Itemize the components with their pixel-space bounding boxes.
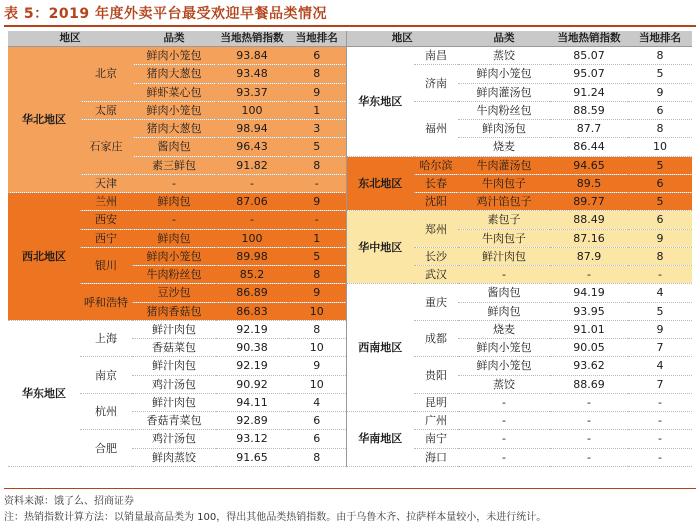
rank-cell: 4 <box>288 393 346 411</box>
header-index-right: 当地热销指数 <box>550 31 628 47</box>
rank-cell: 6 <box>288 430 346 448</box>
rank-cell-right: - <box>628 412 692 430</box>
header-category: 品类 <box>132 31 216 47</box>
method-note: 注：热销指数计算方法：以销量最高品类为 100，得出其他品类热销指数。由于乌鲁木齐、拉萨样本量较小，未进行统计。 <box>4 512 547 523</box>
city-cell: 杭州 <box>80 393 132 430</box>
city-cell-right: 广州 <box>414 412 458 430</box>
city-cell: 呼和浩特 <box>80 284 132 321</box>
index-cell: - <box>216 174 288 192</box>
category-cell: 鲜肉小笼包 <box>132 47 216 65</box>
rank-cell-right: - <box>628 393 692 411</box>
index-cell-right: 88.69 <box>550 375 628 393</box>
index-cell-right: 87.9 <box>550 247 628 265</box>
category-cell: 鸡汁汤包 <box>132 375 216 393</box>
rank-cell-right: 4 <box>628 284 692 302</box>
city-cell: 银川 <box>80 247 132 284</box>
index-cell: 91.65 <box>216 448 288 466</box>
rank-cell-right: 9 <box>628 320 692 338</box>
footer-rule <box>4 488 696 489</box>
rank-cell-right: 8 <box>628 247 692 265</box>
table-row <box>8 47 692 65</box>
rank-cell: 9 <box>288 83 346 101</box>
city-cell-right: 武汉 <box>414 266 458 284</box>
index-cell-right: 94.65 <box>550 156 628 174</box>
region-cell: 西北地区 <box>8 193 80 321</box>
category-cell-right: 牛肉灌汤包 <box>458 156 550 174</box>
category-cell-right: 牛肉包子 <box>458 229 550 247</box>
category-cell-right: - <box>458 430 550 448</box>
category-cell: - <box>132 174 216 192</box>
category-cell: 香菇青菜包 <box>132 412 216 430</box>
index-cell-right: 89.5 <box>550 174 628 192</box>
category-cell: - <box>132 211 216 229</box>
rank-cell: 8 <box>288 156 346 174</box>
index-cell: 85.2 <box>216 266 288 284</box>
index-cell: 91.82 <box>216 156 288 174</box>
city-cell-right: 成都 <box>414 320 458 357</box>
index-cell-right: 93.95 <box>550 302 628 320</box>
city-cell: 上海 <box>80 320 132 357</box>
index-cell: - <box>216 211 288 229</box>
index-cell-right: - <box>550 430 628 448</box>
category-cell: 鸡汁汤包 <box>132 430 216 448</box>
table-title: 表 5：2019 年度外卖平台最受欢迎早餐品类情况 <box>4 6 327 22</box>
title-rule <box>4 25 696 27</box>
category-cell: 猪肉大葱包 <box>132 120 216 138</box>
header-region: 地区 <box>8 31 132 47</box>
rank-cell-right: 5 <box>628 193 692 211</box>
category-cell-right: 鸡汁馅包子 <box>458 193 550 211</box>
rank-cell: 1 <box>288 101 346 119</box>
city-cell-right: 南昌 <box>414 47 458 65</box>
category-cell-right: 烧麦 <box>458 320 550 338</box>
city-cell: 石家庄 <box>80 120 132 175</box>
data-table <box>8 31 692 466</box>
category-cell: 鲜肉包 <box>132 193 216 211</box>
rank-cell: 10 <box>288 302 346 320</box>
rank-cell: - <box>288 174 346 192</box>
category-cell-right: - <box>458 266 550 284</box>
index-cell: 93.48 <box>216 65 288 83</box>
category-cell: 香菇菜包 <box>132 339 216 357</box>
rank-cell: - <box>288 211 346 229</box>
city-cell: 南京 <box>80 357 132 394</box>
category-cell: 鲜肉包 <box>132 229 216 247</box>
category-cell-right: 鲜肉汤包 <box>458 120 550 138</box>
header-index: 当地热销指数 <box>216 31 288 47</box>
index-cell-right: 87.7 <box>550 120 628 138</box>
category-cell: 牛肉粉丝包 <box>132 266 216 284</box>
index-cell: 100 <box>216 229 288 247</box>
city-cell: 兰州 <box>80 193 132 211</box>
category-cell: 猪肉香菇包 <box>132 302 216 320</box>
rank-cell: 10 <box>288 339 346 357</box>
city-cell: 西宁 <box>80 229 132 247</box>
rank-cell-right: 6 <box>628 174 692 192</box>
source-note: 资料来源：饿了么、招商证券 <box>4 496 134 507</box>
rank-cell-right: 8 <box>628 47 692 65</box>
city-cell-right: 海口 <box>414 448 458 466</box>
category-cell: 素三鲜包 <box>132 156 216 174</box>
rank-cell-right: 9 <box>628 83 692 101</box>
category-cell-right: 鲜汁肉包 <box>458 247 550 265</box>
category-cell-right: 蒸饺 <box>458 47 550 65</box>
city-cell: 太原 <box>80 101 132 119</box>
city-cell: 天津 <box>80 174 132 192</box>
rank-cell: 9 <box>288 284 346 302</box>
category-cell-right: - <box>458 393 550 411</box>
region-cell: 华东地区 <box>8 320 80 466</box>
region-cell-right: 华南地区 <box>346 412 414 467</box>
index-cell-right: 90.05 <box>550 339 628 357</box>
index-cell: 93.84 <box>216 47 288 65</box>
city-cell: 西安 <box>80 211 132 229</box>
category-cell-right: 鲜肉小笼包 <box>458 65 550 83</box>
index-cell-right: 89.77 <box>550 193 628 211</box>
rank-cell: 8 <box>288 448 346 466</box>
rank-cell: 1 <box>288 229 346 247</box>
category-cell-right: 鲜肉小笼包 <box>458 357 550 375</box>
header-rank: 当地排名 <box>288 31 346 47</box>
rank-cell-right: 8 <box>628 120 692 138</box>
city-cell-right: 昆明 <box>414 393 458 411</box>
city-cell-right: 贵阳 <box>414 357 458 394</box>
index-cell: 96.43 <box>216 138 288 156</box>
category-cell-right: 牛肉粉丝包 <box>458 101 550 119</box>
category-cell: 鲜虾菜心包 <box>132 83 216 101</box>
index-cell-right: 91.01 <box>550 320 628 338</box>
index-cell-right: 95.07 <box>550 65 628 83</box>
index-cell-right: - <box>550 393 628 411</box>
index-cell: 86.83 <box>216 302 288 320</box>
region-cell-right: 东北地区 <box>346 156 414 211</box>
category-cell-right: 蒸饺 <box>458 375 550 393</box>
index-cell-right: 86.44 <box>550 138 628 156</box>
rank-cell: 8 <box>288 320 346 338</box>
rank-cell-right: - <box>628 266 692 284</box>
city-cell-right: 哈尔滨 <box>414 156 458 174</box>
rank-cell: 5 <box>288 247 346 265</box>
index-cell-right: 94.19 <box>550 284 628 302</box>
index-cell: 89.98 <box>216 247 288 265</box>
rank-cell: 8 <box>288 266 346 284</box>
rank-cell-right: 5 <box>628 302 692 320</box>
category-cell-right: 素包子 <box>458 211 550 229</box>
rank-cell: 8 <box>288 65 346 83</box>
rank-cell: 5 <box>288 138 346 156</box>
index-cell: 94.11 <box>216 393 288 411</box>
index-cell-right: 93.62 <box>550 357 628 375</box>
category-cell: 鲜汁肉包 <box>132 320 216 338</box>
header-region-right: 地区 <box>346 31 458 47</box>
category-cell: 鲜肉蒸饺 <box>132 448 216 466</box>
rank-cell: 10 <box>288 375 346 393</box>
category-cell-right: 鲜肉灌汤包 <box>458 83 550 101</box>
city-cell-right: 沈阳 <box>414 193 458 211</box>
category-cell: 猪肉大葱包 <box>132 65 216 83</box>
category-cell: 酱肉包 <box>132 138 216 156</box>
city-cell-right: 长沙 <box>414 247 458 265</box>
rank-cell-right: 7 <box>628 339 692 357</box>
region-cell-right: 西南地区 <box>346 284 414 412</box>
category-cell: 鲜肉小笼包 <box>132 247 216 265</box>
table-row <box>8 284 692 302</box>
region-cell-right: 华东地区 <box>346 47 414 157</box>
category-cell: 鲜肉小笼包 <box>132 101 216 119</box>
region-cell-right: 华中地区 <box>346 211 414 284</box>
category-cell-right: 烧麦 <box>458 138 550 156</box>
rank-cell: 9 <box>288 357 346 375</box>
index-cell: 100 <box>216 101 288 119</box>
index-cell-right: 85.07 <box>550 47 628 65</box>
category-cell-right: 酱肉包 <box>458 284 550 302</box>
rank-cell: 3 <box>288 120 346 138</box>
rank-cell-right: - <box>628 448 692 466</box>
index-cell-right: 91.24 <box>550 83 628 101</box>
header-rank-right: 当地排名 <box>628 31 692 47</box>
category-cell-right: 牛肉包子 <box>458 174 550 192</box>
index-cell-right: - <box>550 266 628 284</box>
index-cell: 86.89 <box>216 284 288 302</box>
index-cell: 98.94 <box>216 120 288 138</box>
rank-cell-right: 10 <box>628 138 692 156</box>
rank-cell-right: 6 <box>628 211 692 229</box>
header-category-right: 品类 <box>458 31 550 47</box>
category-cell-right: 鲜肉小笼包 <box>458 339 550 357</box>
rank-cell-right: 9 <box>628 229 692 247</box>
category-cell: 鲜汁肉包 <box>132 357 216 375</box>
index-cell: 90.92 <box>216 375 288 393</box>
rank-cell-right: 7 <box>628 375 692 393</box>
table-body <box>8 47 692 467</box>
category-cell-right: - <box>458 412 550 430</box>
rank-cell-right: - <box>628 430 692 448</box>
city-cell: 北京 <box>80 47 132 102</box>
category-cell: 豆沙包 <box>132 284 216 302</box>
index-cell: 93.37 <box>216 83 288 101</box>
category-cell-right: 鲜肉包 <box>458 302 550 320</box>
index-cell: 87.06 <box>216 193 288 211</box>
table-row <box>8 211 692 229</box>
index-cell: 90.38 <box>216 339 288 357</box>
rank-cell-right: 6 <box>628 101 692 119</box>
index-cell-right: - <box>550 412 628 430</box>
index-cell: 93.12 <box>216 430 288 448</box>
index-cell: 92.89 <box>216 412 288 430</box>
category-cell-right: - <box>458 448 550 466</box>
breakfast-table <box>8 31 692 486</box>
index-cell-right: 88.49 <box>550 211 628 229</box>
index-cell: 92.19 <box>216 357 288 375</box>
index-cell-right: 88.59 <box>550 101 628 119</box>
rank-cell: 6 <box>288 412 346 430</box>
index-cell: 92.19 <box>216 320 288 338</box>
rank-cell: 6 <box>288 47 346 65</box>
rank-cell: 9 <box>288 193 346 211</box>
city-cell-right: 重庆 <box>414 284 458 321</box>
header-row <box>8 31 692 47</box>
city-cell-right: 南宁 <box>414 430 458 448</box>
city-cell: 合肥 <box>80 430 132 467</box>
city-cell-right: 福州 <box>414 101 458 156</box>
index-cell-right: - <box>550 448 628 466</box>
city-cell-right: 长春 <box>414 174 458 192</box>
rank-cell-right: 4 <box>628 357 692 375</box>
region-cell: 华北地区 <box>8 47 80 193</box>
rank-cell-right: 5 <box>628 65 692 83</box>
city-cell-right: 济南 <box>414 65 458 102</box>
city-cell-right: 郑州 <box>414 211 458 248</box>
rank-cell-right: 5 <box>628 156 692 174</box>
category-cell: 鲜汁肉包 <box>132 393 216 411</box>
index-cell-right: 87.16 <box>550 229 628 247</box>
